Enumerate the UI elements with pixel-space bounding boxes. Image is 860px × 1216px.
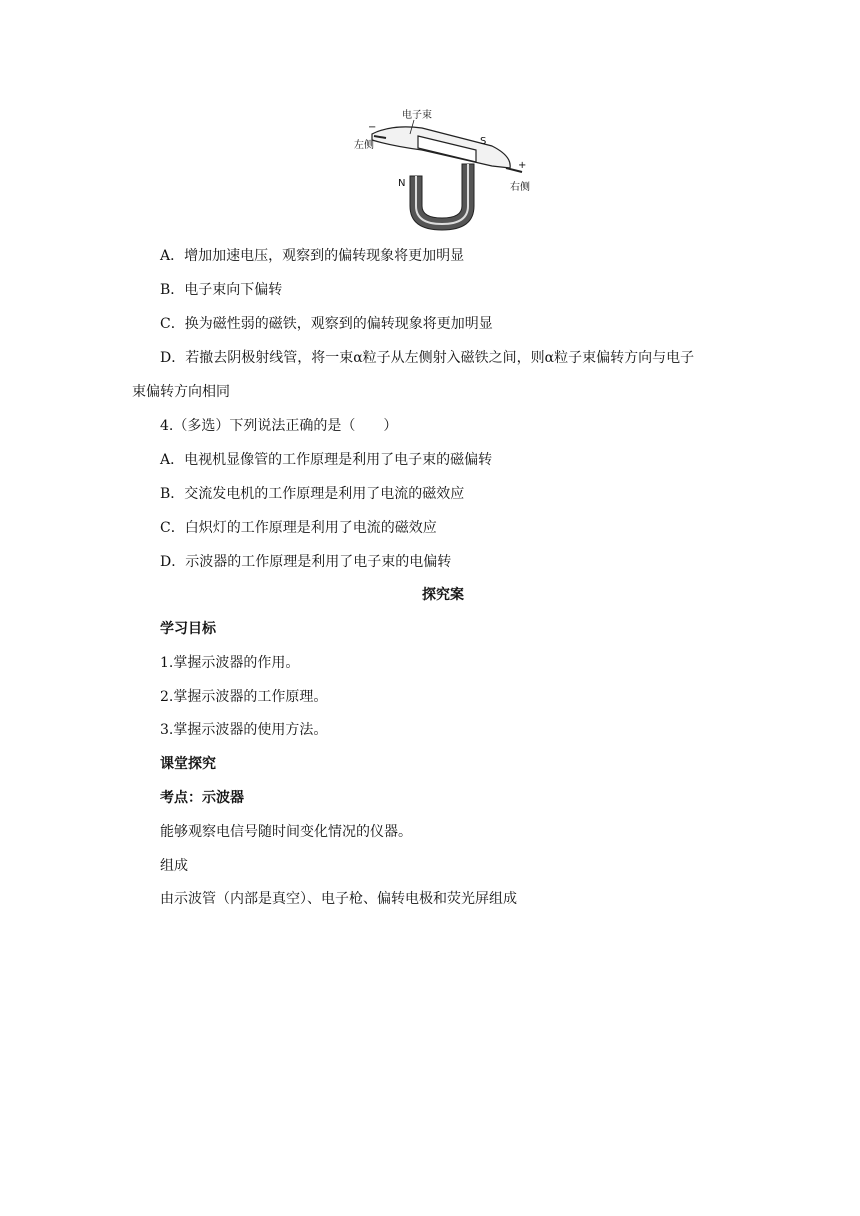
q4-option-a: A．电视机显像管的工作原理是利用了电子束的磁偏转 bbox=[160, 452, 493, 468]
inquiry-subheading: 组成 bbox=[160, 858, 188, 874]
q3-option-d: D．若撤去阴极射线管，将一束α粒子从左侧射入磁铁之间，则α粒子束偏转方向与电子 bbox=[160, 350, 695, 366]
label-plus: + bbox=[518, 160, 527, 171]
label-north-pole: N bbox=[398, 178, 406, 189]
label-right-side: 右侧 bbox=[510, 182, 530, 193]
inquiry-topic: 考点：示波器 bbox=[160, 790, 244, 806]
crt-magnet-diagram bbox=[352, 106, 532, 234]
label-minus: − bbox=[368, 122, 377, 133]
label-electron-beam: 电子束 bbox=[402, 110, 432, 121]
q4-option-c: C．白炽灯的工作原理是利用了电流的磁效应 bbox=[160, 520, 437, 536]
label-south-pole: S bbox=[480, 136, 487, 147]
q4-option-d: D．示波器的工作原理是利用了电子束的电偏转 bbox=[160, 554, 452, 570]
objective-item: 3.掌握示波器的使用方法。 bbox=[160, 722, 328, 738]
q3-option-c: C．换为磁性弱的磁铁，观察到的偏转现象将更加明显 bbox=[160, 316, 493, 332]
q3-option-d-continued: 束偏转方向相同 bbox=[132, 384, 230, 400]
objective-item: 2.掌握示波器的工作原理。 bbox=[160, 689, 328, 705]
q4-option-b: B．交流发电机的工作原理是利用了电流的磁效应 bbox=[160, 486, 465, 502]
inquiry-definition: 能够观察电信号随时间变化情况的仪器。 bbox=[160, 824, 412, 840]
section-title: 探究案 bbox=[422, 587, 464, 603]
horseshoe-magnet bbox=[410, 164, 474, 230]
label-left-side: 左侧 bbox=[354, 140, 374, 151]
inquiry-composition: 由示波管（内部是真空）、电子枪、偏转电极和荧光屏组成 bbox=[160, 891, 517, 907]
q3-option-b: B．电子束向下偏转 bbox=[160, 282, 283, 298]
cathode-ray-tube-figure bbox=[352, 106, 532, 234]
q3-option-a: A．增加加速电压，观察到的偏转现象将更加明显 bbox=[160, 248, 465, 264]
q4-stem: 4.（多选）下列说法正确的是（ ） bbox=[160, 418, 398, 434]
objective-item: 1.掌握示波器的作用。 bbox=[160, 655, 300, 671]
objectives-heading: 学习目标 bbox=[160, 621, 216, 637]
inquiry-heading: 课堂探究 bbox=[160, 756, 216, 772]
